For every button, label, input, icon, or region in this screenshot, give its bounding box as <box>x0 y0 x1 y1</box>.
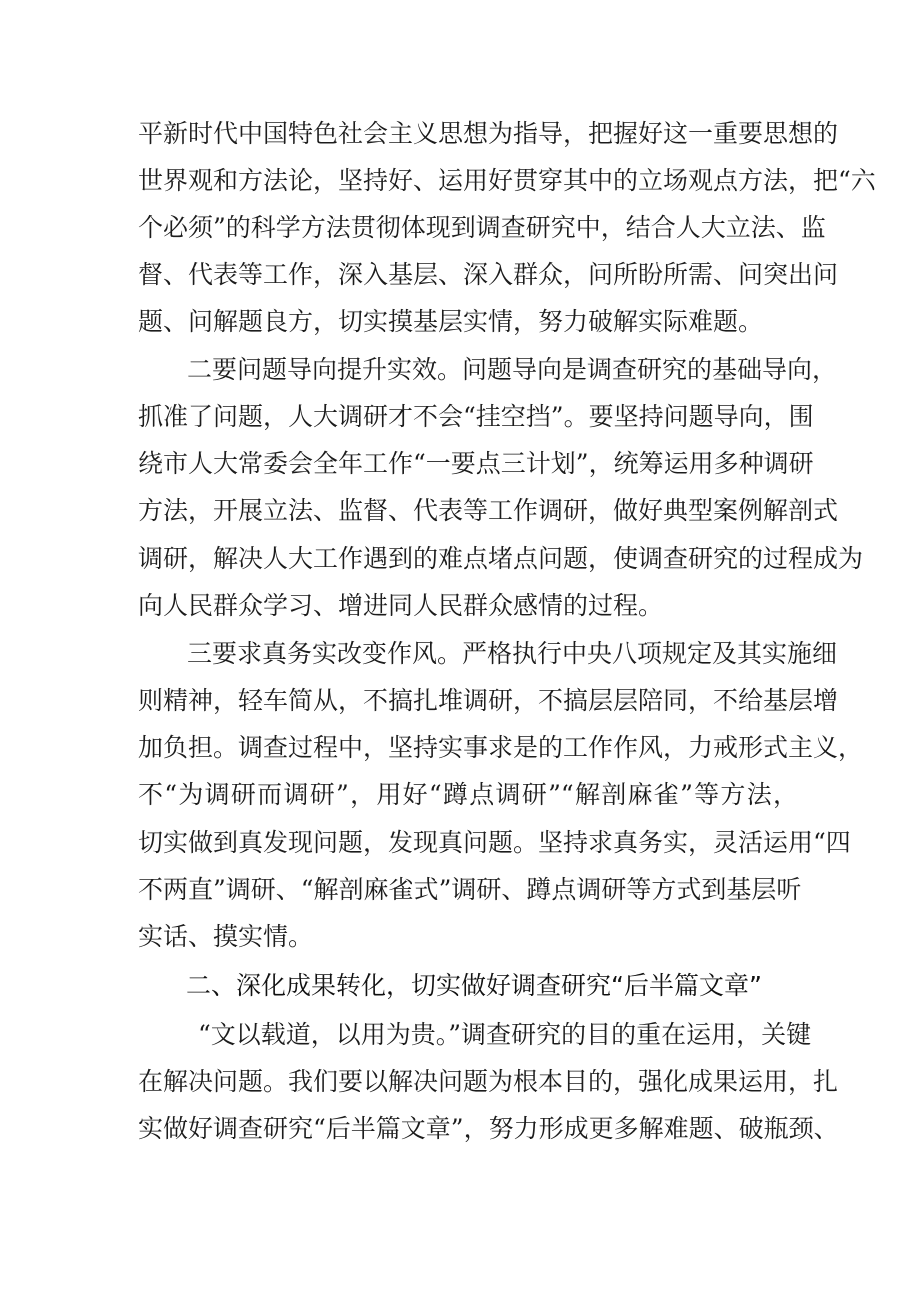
paragraph-3-line-6: 不两直”调研、“解剖麻雀式”调研、蹲点调研等方式到基层听 <box>138 875 802 904</box>
paragraph-2-line-1: 二要问题导向提升实效。问题导向是调查研究的基础导向， <box>187 355 838 384</box>
section-heading: 二、深化成果转化，切实做好调查研究“后半篇文章” <box>186 971 762 1000</box>
paragraph-2-line-3: 绕市人大常委会全年工作“一要点三计划”，统筹运用多种调研 <box>138 449 814 478</box>
paragraph-3-line-5: 切实做到真发现问题，发现真问题。坚持求真务实，灵活运用“四 <box>138 828 851 857</box>
paragraph-2-line-4: 方法，开展立法、监督、代表等工作调研，做好典型案例解剖式 <box>138 496 839 525</box>
paragraph-1-line-4: 督、代表等工作，深入基层、深入群众，问所盼所需、问突出问 <box>138 260 839 289</box>
paragraph-3-line-2: 则精神，轻车简从，不搞扎堆调研，不搞层层陪同，不给基层增 <box>138 686 839 715</box>
paragraph-1-line-2: 世界观和方法论，坚持好、运用好贯穿其中的立场观点方法，把“六 <box>138 166 876 195</box>
paragraph-3-line-7: 实话、摸实情。 <box>138 922 314 951</box>
paragraph-3-line-4: 不“为调研而调研”，用好“蹲点调研”“解剖麻雀”等方法， <box>138 780 798 809</box>
paragraph-1-line-3: 个必须”的科学方法贯彻体现到调查研究中，结合人大立法、监 <box>138 213 826 242</box>
closing-paragraph-line-3: 实做好调查研究“后半篇文章”，努力形成更多解难题、破瓶颈、 <box>138 1114 839 1143</box>
closing-paragraph-line-1: “文以载道，以用为贵。”调查研究的目的重在运用，关键 <box>198 1020 812 1049</box>
paragraph-2-line-2: 抓准了问题，人大调研才不会“挂空挡”。要坚持问题导向，围 <box>138 402 814 431</box>
paragraph-2-line-6: 向人民群众学习、增进同人民群众感情的过程。 <box>138 591 664 620</box>
paragraph-1-line-5: 题、问解题良方，切实摸基层实情，努力破解实际难题。 <box>138 307 764 336</box>
paragraph-3-line-3: 加负担。调查过程中，坚持实事求是的工作作风，力戒形式主义， <box>138 733 864 762</box>
paragraph-2-line-5: 调研，解决人大工作遇到的难点堵点问题，使调查研究的过程成为 <box>138 544 864 573</box>
paragraph-3-line-1: 三要求真务实改变作风。严格执行中央八项规定及其实施细 <box>187 639 838 668</box>
closing-paragraph-line-2: 在解决问题。我们要以解决问题为根本目的，强化成果运用，扎 <box>138 1067 839 1096</box>
paragraph-1-line-1: 平新时代中国特色社会主义思想为指导，把握好这一重要思想的 <box>138 119 839 148</box>
